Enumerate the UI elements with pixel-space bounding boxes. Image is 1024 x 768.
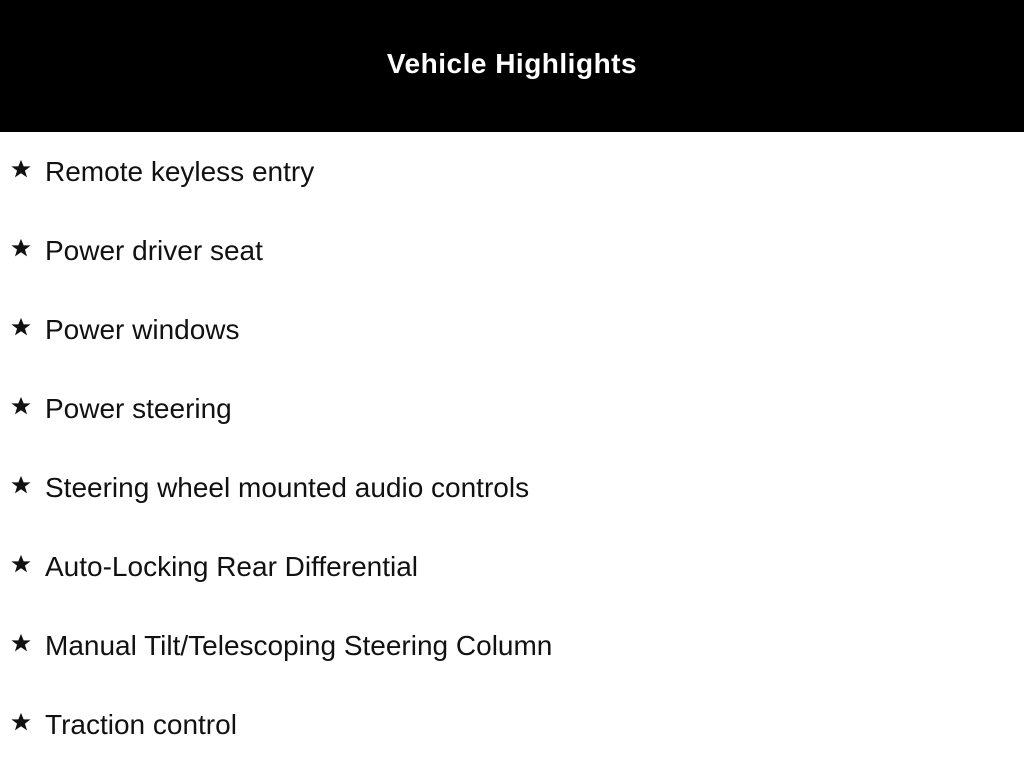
star-icon (10, 711, 32, 733)
star-icon (10, 316, 32, 338)
feature-label: Power windows (45, 314, 240, 345)
feature-label: Traction control (45, 709, 237, 740)
feature-label: Power steering (45, 393, 232, 424)
star-icon (10, 158, 32, 180)
feature-label: Power driver seat (45, 235, 263, 266)
star-icon (10, 395, 32, 417)
feature-label: Steering wheel mounted audio controls (45, 472, 530, 503)
page-title: Vehicle Highlights (386, 48, 638, 79)
feature-label: Manual Tilt/Telescoping Steering Column (45, 630, 553, 661)
feature-label: Auto-Locking Rear Differential (45, 551, 419, 582)
feature-label: Remote keyless entry (45, 156, 315, 187)
star-icon (10, 553, 32, 575)
star-icon (10, 237, 32, 259)
star-icon (10, 632, 32, 654)
star-icon (10, 474, 32, 496)
header-bar (0, 0, 1024, 132)
